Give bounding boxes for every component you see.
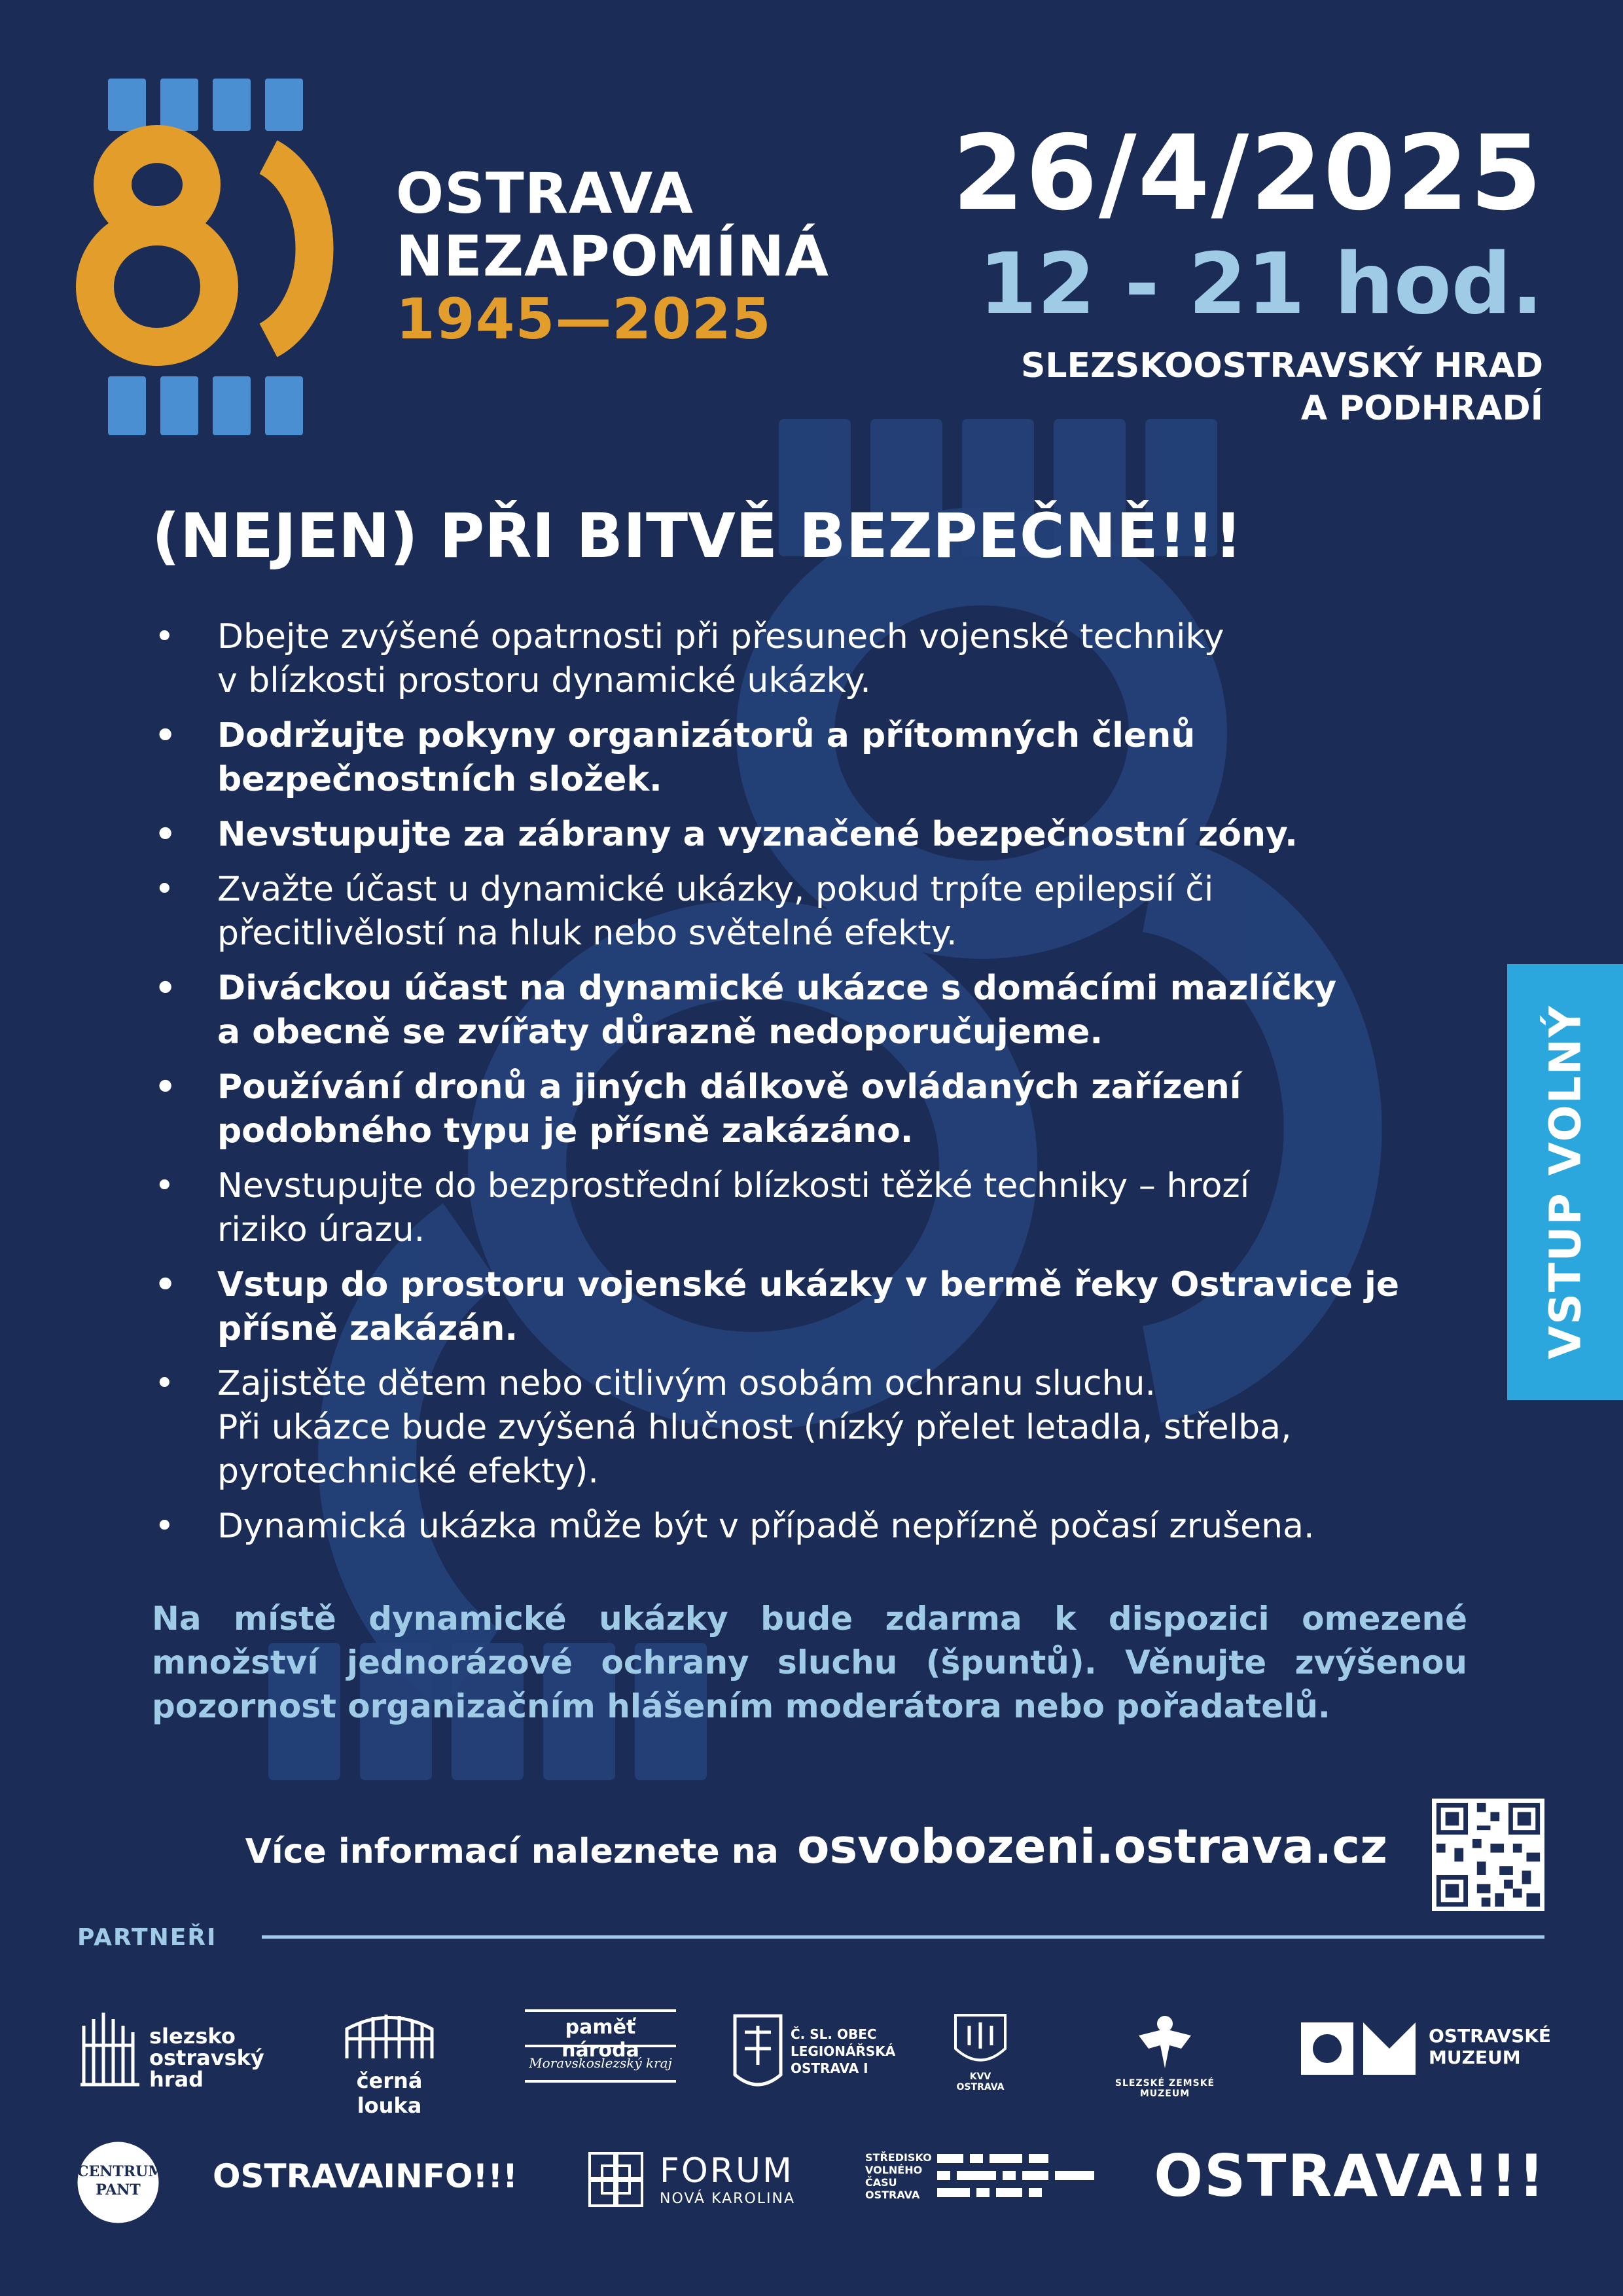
partners-divider <box>262 1935 1544 1939</box>
rule-line: • Používání dronů a jiných dálkově ovládaných zařízení <box>217 1067 1241 1107</box>
rule-item <box>152 1066 1474 1153</box>
safety-rules-list <box>152 615 1474 1560</box>
rule-line: • Dodržujte pokyny organizátorů a přítomných členů <box>217 716 1196 755</box>
rule-line: • Nevstupujte za zábrany a vyznačené bezpečnostní zóny. <box>217 815 1298 854</box>
more-info-link[interactable]: osvobozeni.ostrava.cz <box>796 1819 1387 1874</box>
hearing-protection-notice: Na místě dynamické ukázky bude zdarma k dispozici omezené množství jednorázové ochrany sluchu (špuntů). Věnujte zvýšenou pozornost organizačním hlášením moderátora nebo pořadatelů. <box>152 1600 1467 1725</box>
rule-item <box>152 615 1474 703</box>
partner-cerna-louka[interactable] <box>324 2009 455 2118</box>
rule-line: bezpečnostních složek. <box>217 760 662 799</box>
partner-svc-name: STŘEDISKO VOLNÉHO ČASU OSTRAVA <box>865 2151 932 2201</box>
partner-centrum-pant[interactable] <box>77 2142 164 2223</box>
rule-item <box>152 967 1474 1054</box>
partner-slezske-name: SLEZSKÉ ZEMSKÉ MUZEUM <box>1115 2078 1215 2099</box>
rule-line: • Diváckou účast na dynamické ukázce s domácími mazlíčky <box>217 969 1337 1008</box>
partner-ostrava-city[interactable]: OSTRAVA!!! <box>1154 2142 1546 2210</box>
rule-line: Při ukázce bude zvýšená hlučnost (nízký přelet letadla, střelba, <box>217 1408 1292 1447</box>
eagle-icon <box>1129 2009 1201 2075</box>
partner-slezskoostravsky-hrad[interactable] <box>77 2006 287 2091</box>
partner-ostravske-muzeum[interactable] <box>1301 2022 1550 2081</box>
partner-obec-legionarska[interactable] <box>732 2013 895 2098</box>
logo-years: 1945—2025 <box>396 287 772 352</box>
rule-line: • Vstup do prostoru vojenské ukázky v bermě řeky Ostravice je <box>217 1265 1400 1304</box>
rule-line: pyrotechnické efekty). <box>217 1452 599 1491</box>
svc-pattern-icon <box>937 2151 1101 2204</box>
event-date: 26/4/2025 <box>952 113 1543 234</box>
shield-icon <box>953 2013 1008 2070</box>
more-info-label: Více informací naleznete na <box>245 1832 779 1871</box>
rule-line: přísně zakázán. <box>217 1309 518 1348</box>
partner-forum-sub: NOVÁ KAROLINA <box>660 2191 796 2207</box>
legion-crest-icon <box>732 2013 784 2098</box>
logo-title-line2: NEZAPOMÍNÁ <box>396 224 829 289</box>
partner-pant-name: CENTRUM PANT <box>77 2163 164 2198</box>
om-logo-icon <box>1301 2022 1419 2075</box>
partner-pamet-region: Moravskoslezský kraj <box>529 2055 672 2071</box>
partners-label: PARTNEŘI <box>77 1924 217 1951</box>
rule-line: přecitlivělostí na hluk nebo světelné efekty. <box>217 914 957 953</box>
qr-code-icon[interactable] <box>1432 1799 1544 1911</box>
more-info <box>245 1817 1387 1881</box>
partner-kvv-ostrava[interactable] <box>953 2013 1012 2098</box>
rule-line: v blízkosti prostoru dynamické ukázky. <box>217 661 871 700</box>
rule-line: • Zajistěte dětem nebo citlivým osobám ochranu sluchu. <box>217 1364 1156 1403</box>
partner-svc-ostrava[interactable] <box>865 2151 1107 2217</box>
free-entry-badge-text: VSTUP VOLNÝ <box>1540 1005 1590 1359</box>
rule-line: • Nevstupujte do bezprostřední blízkosti těžké techniky – hrozí <box>217 1166 1250 1206</box>
partner-obec-name: Č. SL. OBEC LEGIONÁŘSKÁ OSTRAVA I <box>791 2026 896 2076</box>
rule-line: podobného typu je přísně zakázáno. <box>217 1111 914 1151</box>
rule-line: a obecně se zvířaty důrazně nedoporučujeme. <box>217 1013 1103 1052</box>
rule-item <box>152 868 1474 956</box>
partner-forum-name: FORUM <box>660 2151 794 2191</box>
partner-louka-name: černá louka <box>356 2068 423 2118</box>
event-time: 12 - 21 hod. <box>978 236 1543 333</box>
partner-ostravainfo[interactable]: OSTRAVAINFO!!! <box>213 2157 518 2195</box>
logo-title-line1: OSTRAVA <box>396 161 694 226</box>
partner-muzeum-name: OSTRAVSKÉ MUZEUM <box>1429 2025 1552 2068</box>
forum-grid-icon <box>588 2151 644 2208</box>
rule-line: • Dbejte zvýšené opatrnosti při přesunech vojenské techniky <box>217 617 1224 656</box>
rule-item <box>152 1263 1474 1351</box>
page-headline: (NEJEN) PŘI BITVĚ BEZPEČNĚ!!! <box>152 501 1243 572</box>
partner-forum-nova-karolina[interactable] <box>588 2151 804 2210</box>
partner-kvv-name: KVV OSTRAVA <box>956 2072 1005 2092</box>
event-place-line2: A PODHRADÍ <box>1300 389 1543 428</box>
rule-line: • Zvažte účast u dynamické ukázky, pokud trpíte epilepsií či <box>217 870 1214 909</box>
rule-item <box>152 1505 1474 1549</box>
partner-pamet-naroda[interactable] <box>524 2008 677 2087</box>
rule-item <box>152 1362 1474 1494</box>
ostrava-80-logo <box>72 79 347 435</box>
logo-title <box>396 162 829 351</box>
rule-item <box>152 1164 1474 1252</box>
partner-pamet-name: paměť národa <box>562 2016 639 2062</box>
rule-line: riziko úrazu. <box>217 1210 425 1249</box>
rule-item <box>152 813 1474 857</box>
rule-line: • Dynamická ukázka může být v případě nepřízně počasí zrušena. <box>217 1507 1315 1546</box>
rule-item <box>152 714 1474 802</box>
event-place <box>1021 345 1543 430</box>
partner-slezske-zemske-muzeum[interactable] <box>1090 2009 1240 2099</box>
castle-icon <box>77 2006 143 2091</box>
free-entry-badge <box>1507 964 1623 1400</box>
event-place-line1: SLEZSKOOSTRAVSKÝ HRAD <box>1020 346 1543 386</box>
partner-hrad-name: slezsko ostravský hrad <box>149 2024 264 2092</box>
pavilion-icon <box>344 2009 435 2065</box>
